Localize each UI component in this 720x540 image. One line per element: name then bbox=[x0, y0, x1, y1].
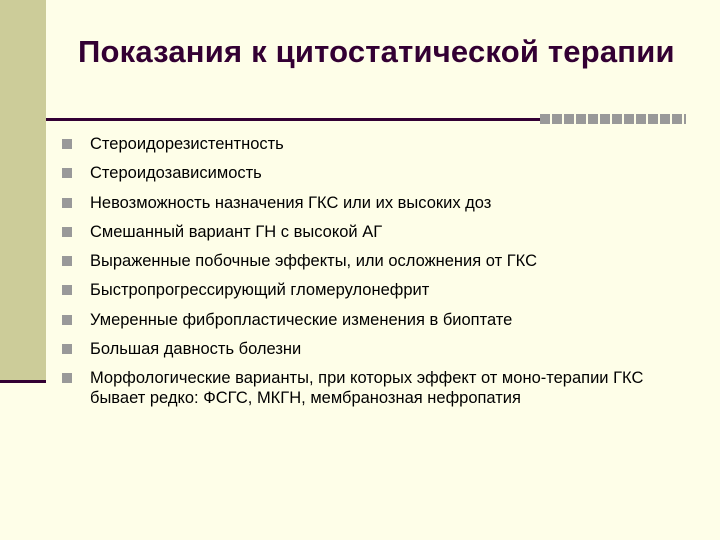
list-item-text: Невозможность назначения ГКС или их высоких доз bbox=[90, 193, 492, 212]
square-bullet-icon bbox=[62, 315, 72, 325]
list-item bbox=[62, 163, 662, 183]
list-item-text: Смешанный вариант ГН с высокой АГ bbox=[90, 222, 383, 241]
list-item bbox=[62, 310, 662, 330]
square-bullet-icon bbox=[62, 198, 72, 208]
square-bullet-icon bbox=[62, 168, 72, 178]
list-item-text: Стероидорезистентность bbox=[90, 135, 284, 153]
list-item-text: Морфологические варианты, при которых эффект от моно-терапии ГКС бывает редко: ФСГС, МКГН, мембранозная нефропатия bbox=[90, 369, 644, 408]
bullet-list bbox=[62, 134, 662, 418]
title-rule bbox=[46, 118, 540, 121]
square-bullet-icon bbox=[62, 256, 72, 266]
list-item bbox=[62, 193, 662, 213]
square-bullet-icon bbox=[62, 285, 72, 295]
square-bullet-icon bbox=[62, 227, 72, 237]
title-rule-dash bbox=[540, 114, 686, 124]
slide-title: Показания к цитостатической терапии bbox=[78, 34, 675, 69]
list-item-text: Умеренные фибропластические изменения в биоптате bbox=[90, 310, 513, 329]
list-item bbox=[62, 280, 662, 300]
square-bullet-icon bbox=[62, 373, 72, 383]
side-band-underline bbox=[0, 380, 46, 383]
square-bullet-icon bbox=[62, 139, 72, 149]
side-band bbox=[0, 0, 46, 382]
list-item bbox=[62, 222, 662, 242]
list-item-text: Стероидозависимость bbox=[90, 164, 262, 183]
list-item-text: Большая давность болезни bbox=[90, 340, 302, 359]
list-item bbox=[62, 134, 662, 154]
square-bullet-icon bbox=[62, 344, 72, 354]
list-item bbox=[62, 251, 662, 271]
list-item bbox=[62, 339, 662, 359]
list-item-text: Выраженные побочные эффекты, или осложнения от ГКС bbox=[90, 252, 537, 271]
list-item-text: Быстропрогрессирующий гломерулонефрит bbox=[90, 281, 430, 300]
list-item bbox=[62, 368, 662, 408]
